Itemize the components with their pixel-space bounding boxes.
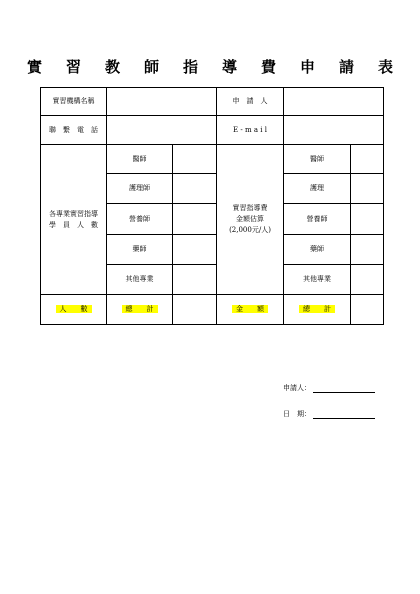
total-label-left-cell xyxy=(107,295,173,325)
total-label-right-cell xyxy=(284,295,351,325)
left-profession-nurse: 護理師 xyxy=(107,174,173,204)
phone-label: 聯 繫 電 話 xyxy=(41,116,107,145)
left-profession-doctor: 醫師 xyxy=(107,145,173,174)
applicant-label: 申 請 人 xyxy=(217,88,284,116)
applicant-field[interactable] xyxy=(284,88,384,116)
left-profession-dietitian: 營養師 xyxy=(107,204,173,235)
fee-label-line2: 金額估算 xyxy=(236,215,264,223)
total-count-field[interactable] xyxy=(173,295,217,325)
right-profession-dietitian: 營養師 xyxy=(284,204,351,235)
left-count-doctor[interactable] xyxy=(173,145,217,174)
application-form-table xyxy=(40,87,384,325)
left-count-pharmacist[interactable] xyxy=(173,235,217,265)
signature-applicant-label: 申請人： xyxy=(283,384,311,392)
institution-field[interactable] xyxy=(107,88,217,116)
student-count-label xyxy=(41,145,107,295)
form-title: 實習教師指導費申請表 xyxy=(26,58,417,76)
total-label-right: 總 計 xyxy=(303,305,331,313)
count-label-cell xyxy=(41,295,107,325)
right-amount-dietitian[interactable] xyxy=(351,204,384,235)
fee-label-line1: 實習指導費 xyxy=(232,204,268,212)
count-label: 人 數 xyxy=(59,305,88,313)
left-profession-pharmacist: 藥師 xyxy=(107,235,173,265)
left-count-other[interactable] xyxy=(173,265,217,295)
right-amount-doctor[interactable] xyxy=(351,145,384,174)
institution-label: 實習機構名稱 xyxy=(41,88,107,116)
left-count-dietitian[interactable] xyxy=(173,204,217,235)
amount-label: 金 額 xyxy=(236,305,264,313)
student-count-label-line1: 各專業實習指導 xyxy=(49,209,98,218)
signature-date-label: 日 期： xyxy=(283,410,311,418)
total-amount-field[interactable] xyxy=(351,295,384,325)
signature-date-row xyxy=(283,409,375,419)
fee-estimate-label xyxy=(217,145,284,295)
left-count-nurse[interactable] xyxy=(173,174,217,204)
left-profession-other: 其他專業 xyxy=(107,265,173,295)
signature-date-line[interactable] xyxy=(313,410,375,419)
signature-applicant-line[interactable] xyxy=(313,384,375,393)
email-label: E - m a i l xyxy=(217,116,284,145)
email-field[interactable] xyxy=(284,116,384,145)
total-label-left: 總 計 xyxy=(125,305,154,313)
right-profession-pharmacist: 藥師 xyxy=(284,235,351,265)
right-profession-nurse: 護理 xyxy=(284,174,351,204)
signature-applicant-row xyxy=(283,383,375,393)
phone-field[interactable] xyxy=(107,116,217,145)
right-profession-other: 其他專業 xyxy=(284,265,351,295)
right-profession-doctor: 醫師 xyxy=(284,145,351,174)
right-amount-pharmacist[interactable] xyxy=(351,235,384,265)
fee-label-line3: (2,000元/人) xyxy=(229,226,271,234)
right-amount-nurse[interactable] xyxy=(351,174,384,204)
student-count-label-line2: 學 員 人 數 xyxy=(49,220,98,229)
right-amount-other[interactable] xyxy=(351,265,384,295)
amount-label-cell xyxy=(217,295,284,325)
